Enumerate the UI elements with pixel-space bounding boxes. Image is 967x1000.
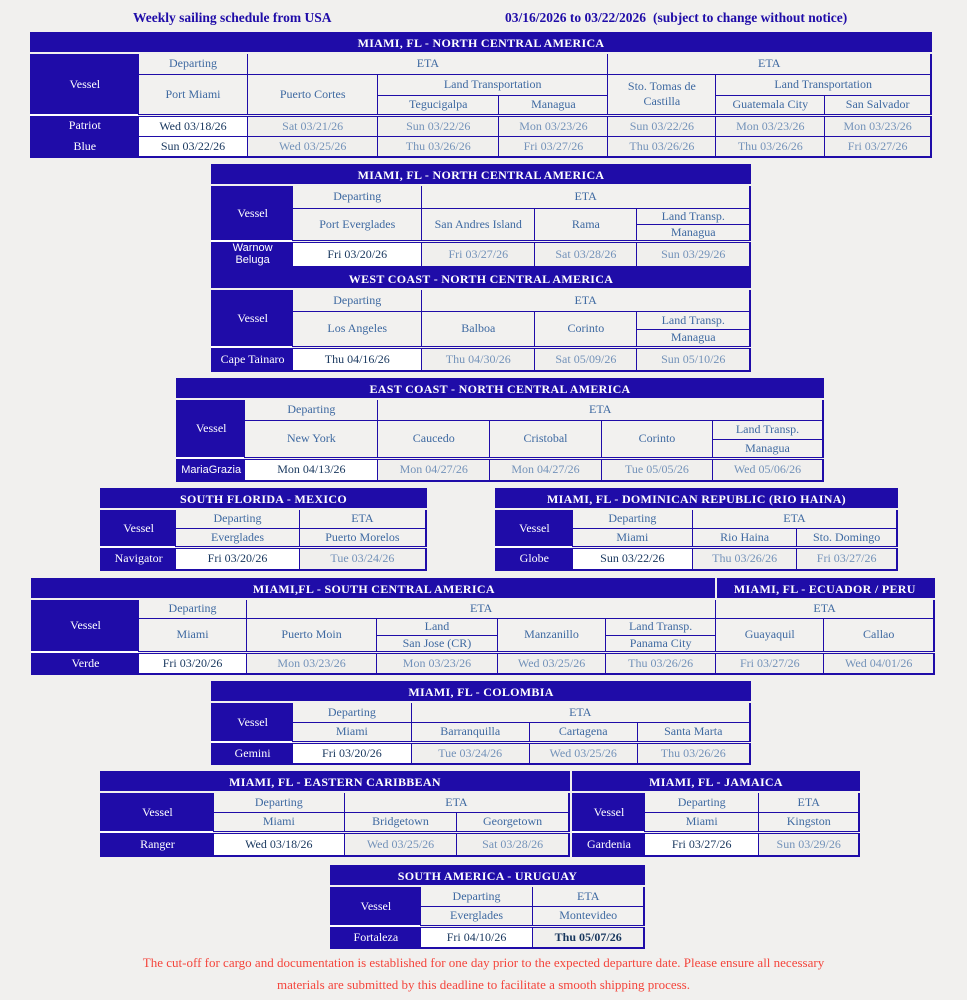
eta-header: ETA [692,509,897,528]
vessel-header-cell: Vessel [496,509,572,547]
column-header: Los Angeles [293,311,422,347]
eta-date-cell: Mon 03/23/26 [716,115,825,136]
column-header: Cristobal [490,420,602,458]
table-title: MIAMI, FL - NORTH CENTRAL AMERICA [31,33,931,53]
column-header: Santa Marta [637,722,750,742]
column-header: Miami [213,812,344,832]
column-header: Managua [713,439,824,458]
eta-date-cell: Mon 04/27/26 [378,458,490,481]
column-header: Managua [637,224,750,241]
departing-header: Departing [138,53,248,74]
departure-date-cell: Fri 03/20/26 [176,547,300,570]
eta-date-cell: Wed 04/01/26 [824,652,934,674]
eta-date-cell: Thu 03/26/26 [637,742,750,764]
column-header: Tegucigalpa [377,95,499,115]
vessel-name-cell: Verde [32,652,138,674]
column-header: San Andres Island [422,208,535,241]
table-title: MIAMI, FL - NORTH CENTRAL AMERICA [212,165,750,185]
column-header: Miami [293,722,411,742]
vessel-header-cell: Vessel [31,53,138,115]
vessel-header-cell: Vessel [331,886,420,926]
eta-header: ETA [247,599,716,618]
eta-date-cell: Thu 03/26/26 [606,652,716,674]
column-header: San Jose (CR) [377,635,498,652]
eta-date-cell: Sat 05/09/26 [535,347,637,371]
column-header: Montevideo [533,906,644,926]
column-header: Rio Haina [692,528,796,547]
column-header: Managua [637,329,750,347]
vessel-name-cell: MariaGrazia [177,458,245,481]
eta-header: ETA [716,599,934,618]
eta-date-cell: Sun 03/22/26 [608,115,716,136]
land-transportation-header: Land Transp. [637,311,750,329]
column-header: Miami [138,618,246,652]
eta-header: ETA [411,702,750,722]
eta-date-cell: Mon 03/23/26 [377,652,498,674]
departure-date-cell: Wed 03/18/26 [213,832,344,856]
eta-date-cell: Wed 03/25/26 [248,136,378,157]
schedule-table-jamaica [572,771,860,857]
eta-date-cell: Sun 03/29/26 [637,241,750,267]
eta-date-cell: Thu 05/07/26 [533,926,644,948]
eta-date-cell: Sat 03/21/26 [248,115,378,136]
column-header: Callao [824,618,934,652]
departing-header: Departing [293,289,422,311]
footer-line-1: The cut-off for cargo and documentation is established for one day prior to the expected departure date. Please ensure all necessary [142,955,825,970]
vessel-header-cell: Vessel [212,702,293,742]
eta-date-cell: Wed 03/25/26 [529,742,637,764]
eta-date-cell: Thu 04/30/26 [422,347,535,371]
departing-header: Departing [420,886,533,906]
schedule-table-colombia [211,681,751,765]
table-title: MIAMI, FL - EASTERN CARIBBEAN [101,772,569,792]
eta-date-cell: Fri 03/27/26 [499,136,608,157]
table-title: MIAMI, FL - COLOMBIA [212,682,750,702]
eta-date-cell: Tue 03/24/26 [411,742,529,764]
table-title: MIAMI,FL - SOUTH CENTRAL AMERICA [32,579,716,599]
table-title: MIAMI, FL - DOMINICAN REPUBLIC (RIO HAINA) [496,489,897,509]
departure-date-cell: Fri 03/20/26 [293,742,411,764]
eta-date-cell: Sun 03/22/26 [377,115,499,136]
table-title: SOUTH FLORIDA - MEXICO [101,489,426,509]
eta-date-cell: Sun 05/10/26 [637,347,750,371]
land-transportation-header: Land Transportation [716,74,931,95]
vessel-header-cell: Vessel [101,509,176,547]
eta-date-cell: Mon 03/23/26 [499,115,608,136]
date-range: 03/16/2026 to 03/22/2026 [505,10,646,25]
departing-header: Departing [645,792,759,812]
table-title: SOUTH AMERICA - URUGUAY [331,866,644,886]
column-header: Guayaquil [716,618,824,652]
departing-header: Departing [572,509,692,528]
departing-header: Departing [138,599,246,618]
eta-header: ETA [533,886,644,906]
eta-header: ETA [759,792,859,812]
column-header: Sto. Domingo [797,528,897,547]
column-header: Manzanillo [497,618,605,652]
table-title: MIAMI, FL - JAMAICA [573,772,859,792]
vessel-name-cell: Blue [31,136,138,157]
column-header: Bridgetown [344,812,456,832]
column-header: Managua [499,95,608,115]
land-transportation-header: Land Transp. [606,618,716,635]
eta-date-cell: Fri 03/27/26 [825,136,931,157]
column-header: Puerto Cortes [248,74,378,115]
schedule-table-everglades-north-central [211,164,751,268]
column-header: Everglades [420,906,533,926]
eta-date-cell: Sat 03/28/26 [535,241,637,267]
column-header: Port Everglades [293,208,422,241]
eta-date-cell: Wed 03/25/26 [497,652,605,674]
eta-date-cell: Tue 05/05/26 [601,458,712,481]
eta-date-cell: Thu 03/26/26 [377,136,499,157]
eta-header: ETA [378,399,823,420]
departure-date-cell: Fri 03/20/26 [293,241,422,267]
eta-header: ETA [422,185,750,208]
departure-date-cell: Sun 03/22/26 [572,547,692,570]
column-header: Kingston [759,812,859,832]
vessel-header-cell: Vessel [32,599,138,652]
column-header: Corinto [601,420,712,458]
column-header: New York [245,420,378,458]
eta-date-cell: Fri 03/27/26 [422,241,535,267]
subject-to-change-note: (subject to change without notice) [653,10,848,25]
eta-date-cell: Thu 03/26/26 [692,547,796,570]
vessel-header-cell: Vessel [212,289,293,347]
column-header: Cartagena [529,722,637,742]
departure-date-cell: Mon 04/13/26 [245,458,378,481]
departure-date-cell: Fri 03/27/26 [645,832,759,856]
departure-date-cell: Fri 03/20/26 [138,652,246,674]
table-title: EAST COAST - NORTH CENTRAL AMERICA [177,379,823,399]
vessel-header-cell: Vessel [101,792,213,832]
eta-header: ETA [608,53,931,74]
land-transportation-header: Land [377,618,498,635]
eta-header: ETA [344,792,569,812]
eta-date-cell: Mon 03/23/26 [825,115,931,136]
column-header: Corinto [535,311,637,347]
vessel-name-cell: Gemini [212,742,293,764]
column-header: Panama City [606,635,716,652]
departure-date-cell: Sun 03/22/26 [138,136,248,157]
table-title: WEST COAST - NORTH CENTRAL AMERICA [212,269,750,289]
vessel-header-cell: Vessel [212,185,293,241]
schedule-table-mexico [100,488,427,571]
eta-header: ETA [299,509,426,528]
column-header: Puerto Morelos [299,528,426,547]
vessel-name-cell: Patriot [31,115,138,136]
vessel-name-cell: Ranger [101,832,213,856]
eta-date-cell: Mon 03/23/26 [247,652,377,674]
column-header: Miami [572,528,692,547]
departure-date-cell: Wed 03/18/26 [138,115,248,136]
departing-header: Departing [176,509,300,528]
schedule-table-eastern-caribbean [100,771,570,857]
column-header: Barranquilla [411,722,529,742]
departing-header: Departing [293,185,422,208]
vessel-name-cell: Warnow Beluga [212,241,293,267]
column-header: Sto. Tomas de Castilla [608,74,716,115]
schedule-table-east-coast [176,378,824,482]
departure-date-cell: Fri 04/10/26 [420,926,533,948]
eta-date-cell: Thu 03/26/26 [608,136,716,157]
column-header: Puerto Moin [247,618,377,652]
vessel-name-cell: Globe [496,547,572,570]
departing-header: Departing [245,399,378,420]
eta-date-cell: Wed 03/25/26 [344,832,456,856]
eta-date-cell: Wed 05/06/26 [713,458,824,481]
eta-date-cell: Tue 03/24/26 [299,547,426,570]
land-transportation-header: Land Transp. [637,208,750,224]
eta-header: ETA [422,289,750,311]
column-header: Miami [645,812,759,832]
column-header: Balboa [422,311,535,347]
vessel-header-cell: Vessel [573,792,645,832]
cutoff-footer-note [0,952,967,996]
table-title-ecuador-peru: MIAMI, FL - ECUADOR / PERU [716,579,934,599]
schedule-table-miami-north-central [30,32,932,158]
schedule-table-south-central-ecuador-peru [31,578,935,675]
vessel-name-cell: Fortaleza [331,926,420,948]
eta-date-cell: Thu 03/26/26 [716,136,825,157]
column-header: Rama [535,208,637,241]
column-header: Georgetown [457,812,569,832]
eta-date-cell: Sat 03/28/26 [457,832,569,856]
eta-date-cell: Sun 03/29/26 [759,832,859,856]
departing-header: Departing [293,702,411,722]
column-header: Everglades [176,528,300,547]
column-header: San Salvador [825,95,931,115]
schedule-table-uruguay [330,865,645,949]
vessel-name-cell: Gardenia [573,832,645,856]
column-header: Port Miami [138,74,248,115]
vessel-name-cell: Cape Tainaro [212,347,293,371]
eta-date-cell: Mon 04/27/26 [490,458,602,481]
land-transportation-header: Land Transp. [713,420,824,439]
eta-date-cell: Fri 03/27/26 [716,652,824,674]
vessel-name-cell: Navigator [101,547,176,570]
eta-header: ETA [248,53,608,74]
vessel-header-cell: Vessel [177,399,245,458]
land-transportation-header: Land Transportation [377,74,607,95]
schedule-table-west-coast [211,268,751,372]
eta-date-cell: Fri 03/27/26 [797,547,897,570]
column-header: Guatemala City [716,95,825,115]
footer-line-2: materials are submitted by this deadline to facilitate a smooth shipping process. [276,977,690,992]
column-header: Caucedo [378,420,490,458]
departure-date-cell: Thu 04/16/26 [293,347,422,371]
schedule-table-dominican-republic [495,488,898,571]
departing-header: Departing [213,792,344,812]
date-range-header [505,10,847,26]
page-title: Weekly sailing schedule from USA [133,10,332,25]
